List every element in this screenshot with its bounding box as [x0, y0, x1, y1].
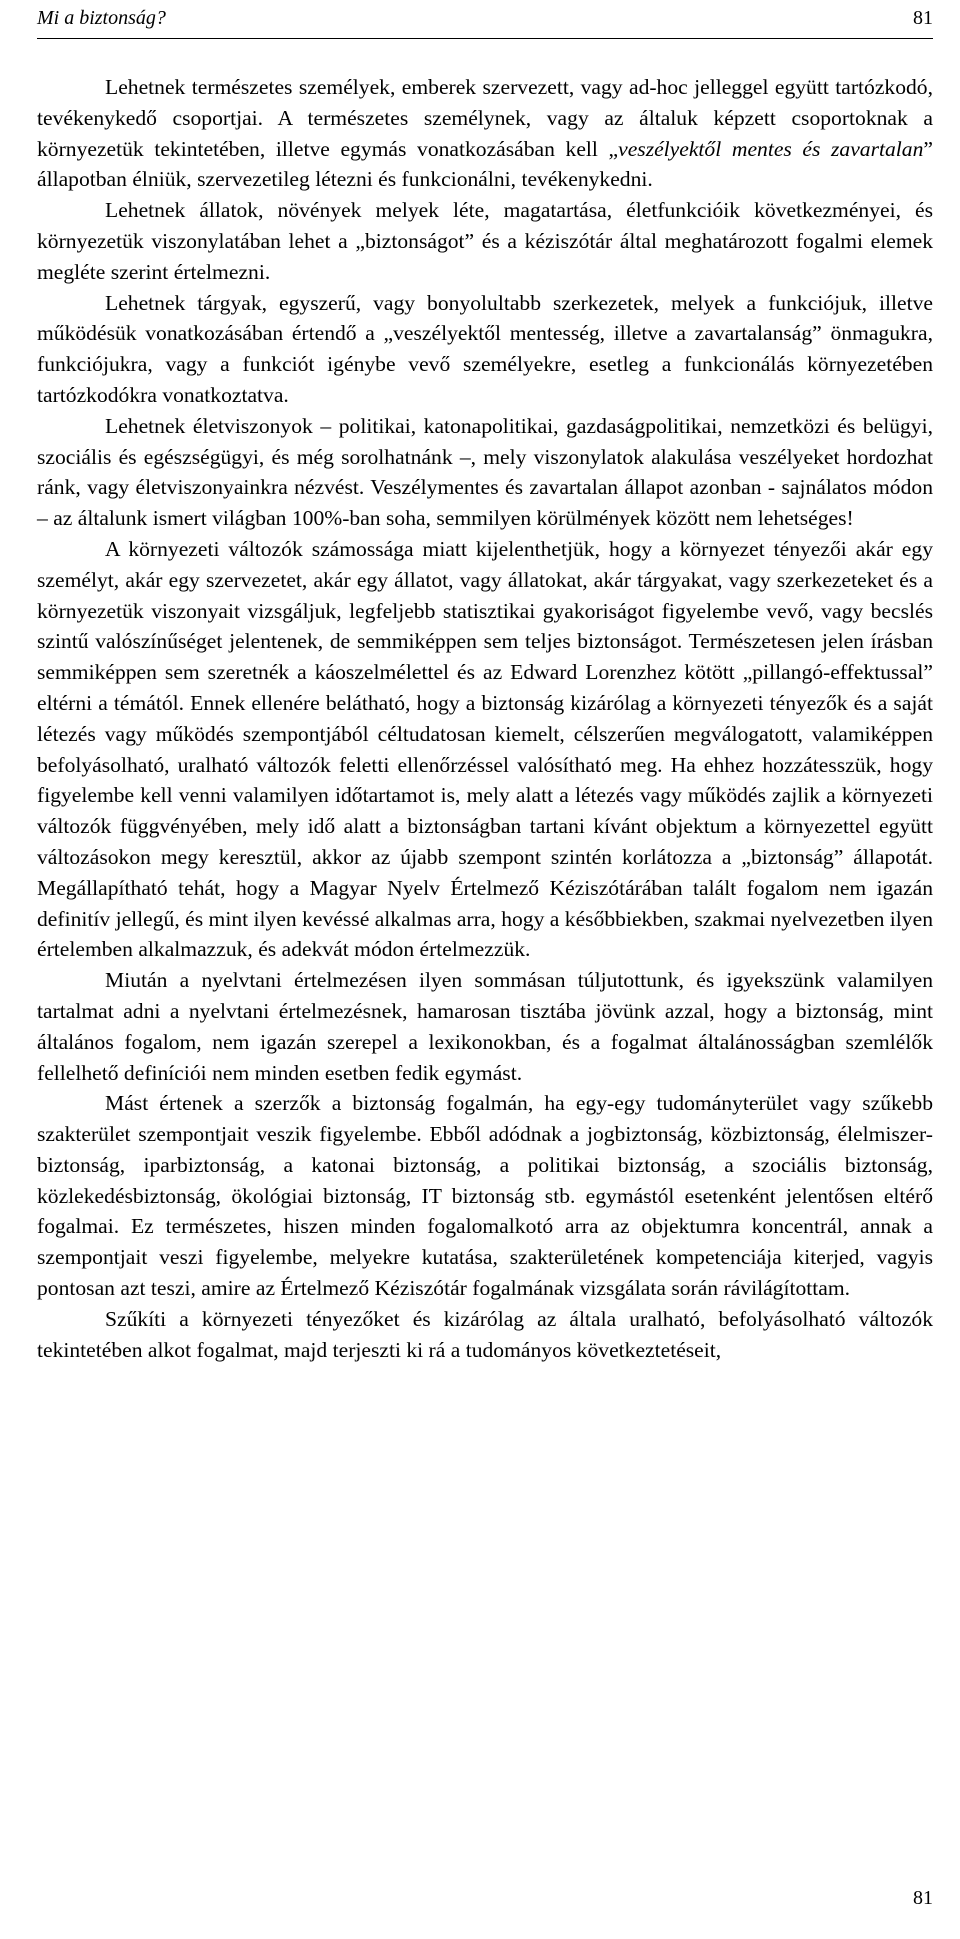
paragraph-7 — [37, 1088, 933, 1304]
paragraph-3 — [37, 288, 933, 411]
paragraph-5 — [37, 534, 933, 965]
paragraph-4 — [37, 411, 933, 534]
paragraph-1 — [37, 72, 933, 195]
page-header — [37, 0, 933, 39]
paragraph-text: Mást értenek a szerzők a biztonság fogalmán, ha egy-egy tudományterület vagy szűkebb szakterület szempontjait veszik figyelembe. Ebből adódnak a jogbiztonság, közbiztonság, élelmiszer-biztonság, iparbiztonság, a katonai biztonság, a politikai biztonság, a szociális biztonság, közlekedésbiztonság, ökológiai biztonság, IT biztonság stb. egymástól esetenként jelentősen eltérő fogalmai. Ez természetes, hiszen minden fogalomalkotó arra az objektumra koncentrál, annak a szempontjait veszi figyelembe, melyekre kutatása, szakterületének kompetenciája kiterjed, vagyis pontosan azt teszi, amire az Értelmező Kéziszótár fogalmának vizsgálata során rávilágítottam. — [37, 1091, 933, 1301]
paragraph-6 — [37, 965, 933, 1088]
paragraph-text: Szűkíti a környezeti tényezőket és kizárólag az általa uralható, befolyásolható változók tekintetében alkot fogalmat, majd terjeszti ki rá a tudományos következtetéseit, — [37, 1306, 933, 1362]
paragraph-text: Lehetnek tárgyak, egyszerű, vagy bonyolultabb szerkezetek, melyek a funkciójuk, illetve működésük vonatkozásában értendő a „veszélyektől mentesség, illetve a zavartalanság” önmagukra, funkciójukra, vagy a funkciót igénybe vevő személyekre, esetleg a funkcionálás környezetében tartózkodókra vonatkoztatva. — [37, 290, 933, 407]
paragraph-2 — [37, 195, 933, 287]
paragraph-emphasis: veszélyektől mentes és zavartalan — [618, 136, 924, 161]
paragraph-text: ” állapotban élniük, szervezetileg létezni és funkcionálni, tevékenykedni. — [37, 136, 933, 192]
paragraph-text: Lehetnek természetes személyek, emberek szervezett, vagy ad-hoc jelleggel együtt tartózkodó, tevékenykedő csoportjai. A természetes személynek, vagy az általuk képzett csoportoknak a környezetük tekintetében, illetve egymás vonatkozásában kell „ — [37, 75, 933, 161]
body-text — [37, 50, 933, 1365]
paragraph-text: Miután a nyelvtani értelmezésen ilyen sommásan túljutottunk, és igyekszünk valamilyen tartalmat adni a nyelvtani értelmezésnek, hamarosan tisztába jövünk azzal, hogy a biztonság, mint általános fogalom, nem igazán szerepel a lexikonokban, és a fogalmat általánosságban szemlélők fellelhető definíciói nem minden esetben fedik egymást. — [37, 968, 933, 1085]
paragraph-8 — [37, 1304, 933, 1366]
header-page-number: 81 — [913, 7, 933, 29]
paragraph-text: Lehetnek állatok, növények melyek léte, magatartása, életfunkcióik következményei, és környezetük viszonylatában lehet a „biztonságot” és a kéziszótár által meghatározott fogalmi elemek megléte szerint értelmezni. — [37, 198, 933, 284]
paragraph-text: A környezeti változók számossága miatt kijelenthetjük, hogy a környezet tényezői akár egy személyt, akár egy szervezetet, akár egy állatot, vagy állatokat, akár tárgyakat, vagy szerkezeteket és a környezetük viszonyait vizsgáljuk, legfeljebb statisztikai gyakoriságot figyelembe vevő, vagy becslés szintű valószínűséget jelentenek, de semmiképpen sem teljes biztonságot. Természetesen jelen írásban semmiképpen sem szeretnék a káoszelmélettel és az Edward Lorenzhez kötött „pillangó-effektussal” eltérni a témától. Ennek ellenére belátható, hogy a biztonság kizárólag a környezeti tényezők és a saját létezés vagy működés szempontjából céltudatosan kiemelt, célszerűen megválogatott, valamiképpen befolyásolható, uralható változók feletti ellenőrzéssel valósítható meg. Ha ehhez hozzátesszük, hogy figyelembe kell venni valamilyen időtartamot is, mely alatt a létezés vagy működés zajlik a környezeti változók függvényében, mely idő alatt a biztonságban tartani kívánt objektum a környezettel együtt változásokon megy keresztül, akkor az újabb szempont szintén korlátozza a „biztonság” állapotát. Megállapítható tehát, hogy a Magyar Nyelv Értelmező Kéziszótárában talált fogalom nem igazán definitív jellegű, és mint ilyen kevéssé alkalmas arra, hogy a későbbiekben, szakmai nyelvezetben ilyen értelemben alkalmazzuk, és adekvát módon értelmezzük. — [37, 536, 933, 962]
paragraph-text: Lehetnek életviszonyok – politikai, katonapolitikai, gazdaságpolitikai, nemzetközi és belügyi, szociális és egészségügyi, és még sorolhatnánk –, mely viszonylatok alakulása veszélyeket hordozhat ránk, vagy életviszonyainkra nézvést. Veszélymentes és zavartalan állapot azonban - sajnálatos módon – az általunk ismert világban 100%-ban soha, semmilyen körülmények között nem lehetséges! — [37, 413, 933, 531]
running-title: Mi a biztonság? — [37, 7, 166, 29]
footer-page-number: 81 — [913, 1887, 933, 1909]
